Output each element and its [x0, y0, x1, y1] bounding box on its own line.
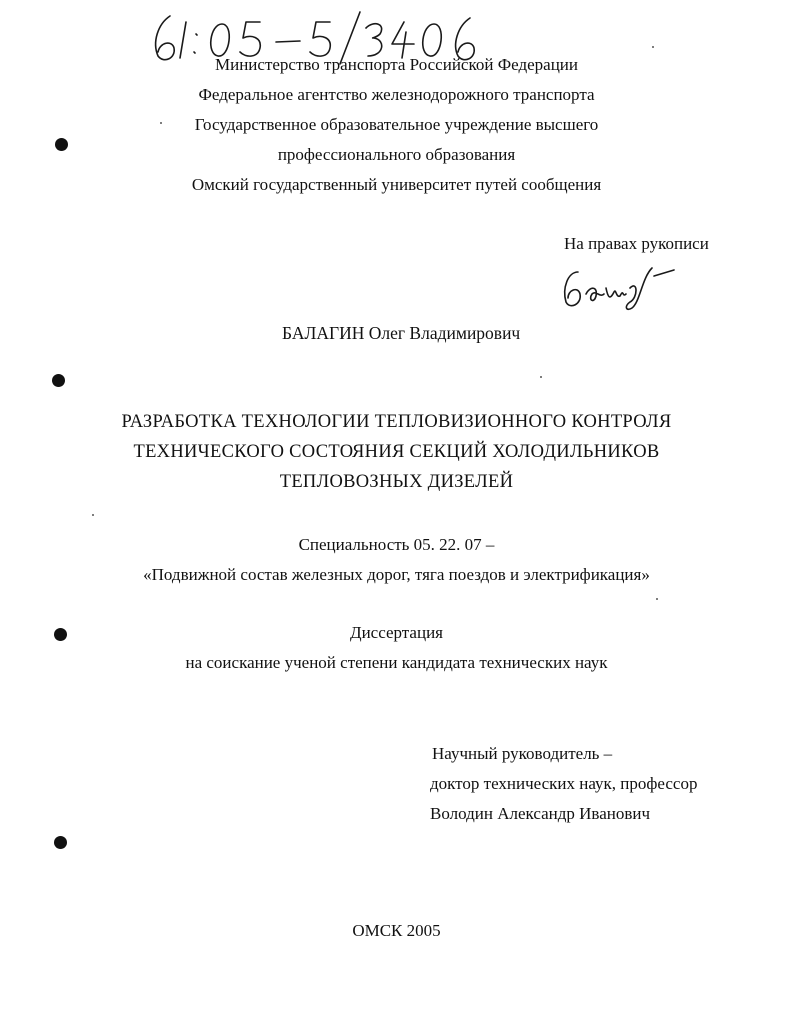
supervisor-role: Научный руководитель –: [432, 744, 613, 763]
supervisor-name: Володин Александр Иванович: [430, 804, 651, 823]
city-year: ОМСК 2005: [352, 921, 441, 940]
title-line-1: РАЗРАБОТКА ТЕХНОЛОГИИ ТЕПЛОВИЗИОННОГО КОНТРОЛЯ: [121, 412, 672, 432]
institution-line-2: профессионального образования: [277, 145, 516, 164]
specialty-code: Специальность 05. 22. 07 –: [298, 535, 495, 554]
scan-speck: [540, 376, 542, 378]
punch-hole-2: [52, 374, 65, 387]
author-name: БАЛАГИН Олег Владимирович: [282, 323, 521, 343]
author-signature: [560, 258, 680, 314]
scan-speck: [92, 514, 94, 516]
rights-note: На правах рукописи: [564, 234, 709, 253]
dissertation-label: Диссертация: [349, 623, 443, 642]
title-line-3: ТЕПЛОВОЗНЫХ ДИЗЕЛЕЙ: [279, 472, 514, 492]
scan-speck: [656, 598, 658, 600]
university-line: Омский государственный университет путей сообщения: [191, 175, 602, 194]
title-line-2: ТЕХНИЧЕСКОГО СОСТОЯНИЯ СЕКЦИЙ ХОЛОДИЛЬНИКОВ: [133, 442, 660, 462]
dissertation-purpose: на соискание ученой степени кандидата технических наук: [185, 653, 608, 672]
supervisor-degree: доктор технических наук, профессор: [430, 774, 698, 793]
ministry-line: Министерство транспорта Российской Федерации: [214, 55, 578, 74]
agency-line: Федеральное агентство железнодорожного транспорта: [198, 85, 595, 104]
punch-hole-4: [54, 836, 67, 849]
specialty-name: «Подвижной состав железных дорог, тяга поездов и электрификация»: [143, 565, 650, 584]
institution-line-1: Государственное образовательное учреждение высшего: [194, 115, 599, 134]
scan-speck: [652, 46, 654, 48]
